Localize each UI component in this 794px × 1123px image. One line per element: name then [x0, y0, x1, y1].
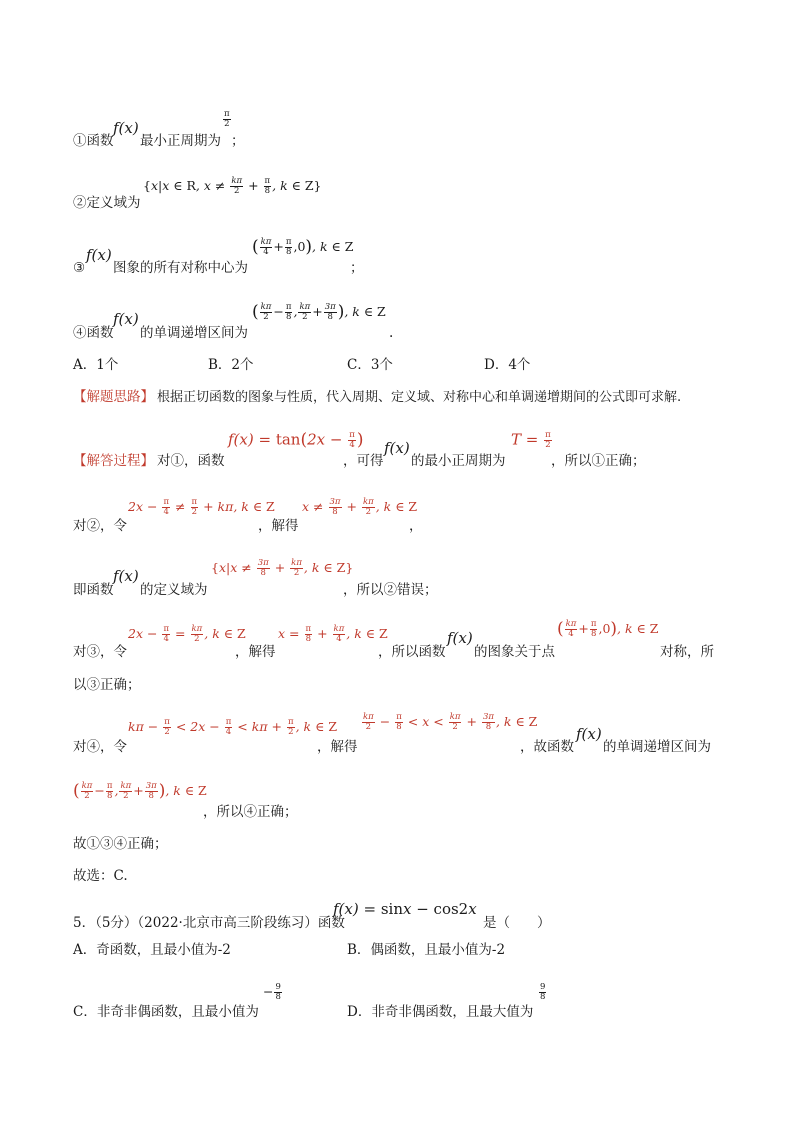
minus-nine-eighths-math: − $\frac{9}{8}$ [263, 982, 281, 1002]
process-line5-d: 的单调递增区间为 [603, 739, 711, 755]
process-line4-d: 的图象关于点 [474, 644, 555, 660]
fx-math: f(x) [576, 725, 602, 743]
process-line5-a: 对④，令 [73, 739, 127, 755]
process-line4-e: 对称，所 [660, 644, 714, 660]
process-line3-c: ，所以②错误； [343, 582, 438, 598]
process-line2-a: 对②，令 [73, 518, 127, 534]
option-a: A．1个 [73, 357, 119, 373]
process-line2-c: ， [409, 518, 423, 534]
statement-3-text: 图象的所有对称中心为 [113, 260, 248, 276]
fx-math: f(x) [113, 310, 139, 328]
statement-3-prefix: ③ [73, 260, 86, 276]
process-line4-b: ，解得 [235, 644, 276, 660]
statement-4-prefix: ④函数 [73, 325, 114, 341]
process-line4-c: ，所以函数 [378, 644, 446, 660]
q5-option-b: B．偶函数，且最小值为-2 [347, 942, 506, 958]
pi-over-2-math: $\frac{\pi}{2}$ [224, 109, 230, 129]
option-c: C．3个 [347, 357, 393, 373]
option-d: D．4个 [484, 357, 531, 373]
solution-idea-text: 根据正切函数的图象与性质，代入周期、定义域、对称中心和单调递增期间的公式即可求解. [157, 390, 682, 405]
q5-option-d: D．非奇非偶函数，且最大值为 [347, 1004, 534, 1020]
increasing-interval-math: ( $\frac{k\pi}{2}$ − $\frac{\pi}{8}$ , $\frac{k\pi}{2}$ + $\frac{3\pi}{8}$ ), k ∈ Z [252, 301, 386, 322]
process-line4-f: 以③正确； [73, 677, 141, 693]
statement-1-prefix: ①函数 [73, 133, 114, 149]
domain-condition-math: 2x − $\frac{\pi}{4}$ ≠ $\frac{\pi}{2}$ + kπ, k ∈ Z [128, 497, 275, 517]
process-line1-c: 的最小正周期为 [411, 453, 506, 469]
process-line3-a: 即函数 [73, 582, 114, 598]
symmetry-centers-math: ( $\frac{k\pi}{4}$ + $\frac{\pi}{8}$ ,0), k ∈ Z [252, 236, 354, 257]
process-line3-b: 的定义域为 [140, 582, 208, 598]
q5-stem-b: 是（ ） [483, 915, 551, 931]
statement-3-end: ； [350, 260, 364, 276]
conclusion-text: 故①③④正确； [73, 836, 168, 852]
answer-choice-text: 故选：C. [73, 868, 128, 884]
process-line1-a: 对①，函数 [157, 453, 225, 469]
domain-set-math: {x|x ∈ R, x ≠ $\frac{k\pi}{2}$ + $\frac{\pi}{8}$ , k ∈ Z} [143, 176, 322, 196]
center-condition-math: 2x − $\frac{\pi}{4}$ = $\frac{k\pi}{2}$ , k ∈ Z [128, 624, 246, 644]
statement-4-end: . [389, 325, 394, 341]
q5-stem-a: 5．（5分）（2022·北京市高三阶段练习）函数 [73, 915, 345, 931]
domain-solution-math: x ≠ $\frac{3\pi}{8}$ + $\frac{k\pi}{2}$ , k ∈ Z [302, 497, 418, 517]
fx-math: f(x) [86, 246, 112, 264]
solution-idea-label: 【解题思路】 [73, 389, 154, 405]
fx-math: f(x) [384, 439, 410, 457]
fx-math: f(x) [113, 567, 139, 585]
statement-1-text: 最小正周期为 [140, 133, 221, 149]
q5-function-math: f(x) = sinx − cos2x [333, 900, 477, 918]
increasing-condition-math: kπ − $\frac{\pi}{2}$ < 2x − $\frac{\pi}{4}$ < kπ + $\frac{\pi}{2}$ , k ∈ Z [128, 717, 338, 737]
process-line1-d: ，所以①正确； [551, 453, 646, 469]
center-solution-math: x = $\frac{\pi}{8}$ + $\frac{k\pi}{4}$ , k ∈ Z [278, 624, 388, 644]
process-line5-c: ，故函数 [520, 739, 574, 755]
statement-1-end: ； [231, 133, 245, 149]
center-point-math: ( $\frac{k\pi}{4}$ + $\frac{\pi}{8}$ ,0), k ∈ Z [557, 618, 659, 639]
process-line2-b: ，解得 [258, 518, 299, 534]
statement-2-prefix: ②定义域为 [73, 195, 141, 211]
solution-process-label: 【解答过程】 [73, 453, 154, 469]
process-line5-b: ，解得 [317, 739, 358, 755]
option-b: B．2个 [208, 357, 254, 373]
statement-4-text: 的单调递增区间为 [140, 325, 248, 341]
q5-option-c: C．非奇非偶函数，且最小值为 [73, 1004, 259, 1020]
process-line6-b: ，所以④正确； [203, 804, 298, 820]
period-math: T = $\frac{\pi}{2}$ [511, 430, 551, 450]
increasing-solution-math: $\frac{k\pi}{2}$ − $\frac{\pi}{8}$ < x < $\frac{k\pi}{2}$ + $\frac{3\pi}{8}$ , k ∈ Z [363, 712, 538, 732]
process-line1-b: ，可得 [343, 453, 384, 469]
q5-option-a: A．奇函数，且最小值为-2 [73, 942, 231, 958]
fx-math: f(x) [447, 629, 473, 647]
tan-function-math: f(x) = tan(2x − $\frac{\pi}{4}$ ) [228, 429, 364, 450]
domain-set-red-math: {x|x ≠ $\frac{3\pi}{8}$ + $\frac{k\pi}{2}$ , k ∈ Z} [211, 558, 354, 578]
fx-math: f(x) [113, 119, 139, 137]
increasing-interval-red-math: ( $\frac{k\pi}{2}$ − $\frac{\pi}{8}$ , $\frac{k\pi}{2}$ + $\frac{3\pi}{8}$ ), k ∈ Z [73, 780, 207, 801]
nine-eighths-math: $\frac{9}{8}$ [540, 982, 546, 1002]
process-line4-a: 对③，令 [73, 644, 127, 660]
